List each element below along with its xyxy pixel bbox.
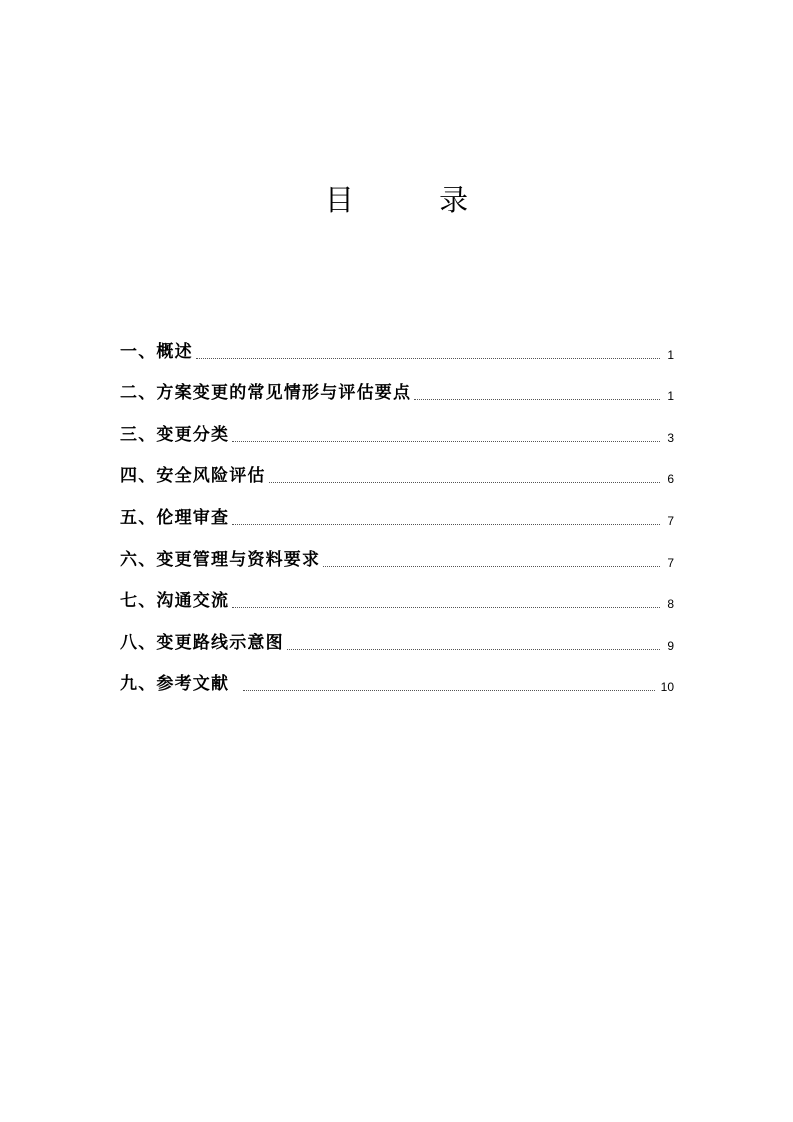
toc-entry-ethics-review[interactable] xyxy=(120,488,674,530)
toc-entry-page-number: 10 xyxy=(660,680,674,695)
toc-entry-label: 二、方案变更的常见情形与评估要点 xyxy=(120,383,412,404)
dot-leader xyxy=(243,689,654,691)
toc-entry-label: 八、变更路线示意图 xyxy=(120,632,284,653)
page-title: 目 录 xyxy=(324,183,507,217)
dot-leader xyxy=(414,398,660,400)
toc-entry-label: 四、安全风险评估 xyxy=(120,466,266,487)
toc-entry-safety-risk[interactable] xyxy=(120,447,674,489)
toc-entry-change-management[interactable] xyxy=(120,530,674,572)
dot-leader xyxy=(196,357,660,359)
dot-leader xyxy=(232,523,660,525)
toc-entry-communication[interactable] xyxy=(120,572,674,614)
toc-entry-page-number: 6 xyxy=(667,472,674,487)
toc-entry-page-number: 1 xyxy=(667,389,674,404)
toc-entry-label: 九、参考文献 xyxy=(120,674,230,695)
toc-entry-change-roadmap[interactable] xyxy=(120,613,674,655)
dot-leader xyxy=(232,440,660,442)
toc-entry-references[interactable] xyxy=(120,655,674,697)
dot-leader xyxy=(269,481,660,483)
toc-entry-common-scenarios[interactable] xyxy=(120,364,674,406)
toc-entry-page-number: 1 xyxy=(667,347,674,362)
toc-entry-label: 七、沟通交流 xyxy=(120,591,230,612)
toc-entry-label: 五、伦理审查 xyxy=(120,507,230,528)
dot-leader xyxy=(232,606,660,608)
dot-leader xyxy=(287,648,660,650)
toc-entry-page-number: 9 xyxy=(667,638,674,653)
toc-entry-page-number: 7 xyxy=(667,555,674,570)
toc-entry-overview[interactable] xyxy=(120,322,674,364)
dot-leader xyxy=(323,565,660,567)
toc-entry-page-number: 7 xyxy=(667,513,674,528)
table-of-contents xyxy=(120,322,674,696)
toc-entry-label: 六、变更管理与资料要求 xyxy=(120,549,321,570)
toc-entry-page-number: 3 xyxy=(667,430,674,445)
toc-entry-label: 三、变更分类 xyxy=(120,424,230,445)
toc-entry-label: 一、概述 xyxy=(120,341,193,362)
toc-entry-change-classification[interactable] xyxy=(120,405,674,447)
toc-entry-page-number: 8 xyxy=(667,597,674,612)
